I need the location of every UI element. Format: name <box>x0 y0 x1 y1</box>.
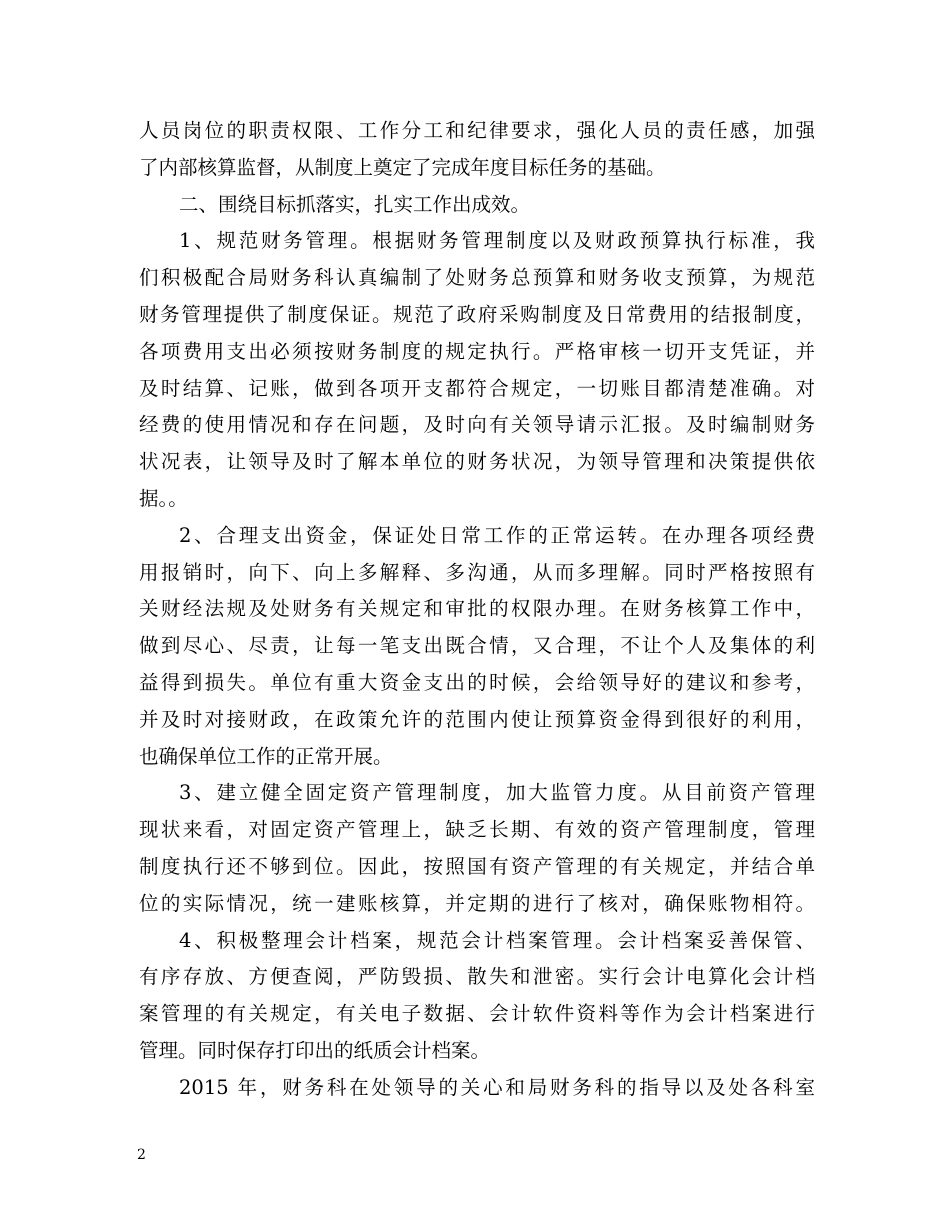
text-line: 制度执行还不够到位。因此，按照国有资产管理的有关规定，并结合单 <box>139 854 815 878</box>
text-line: 有序存放、方便查阅，严防毁损、散失和泄密。实行会计电算化会计档 <box>139 965 815 989</box>
text-line: 们积极配合局财务科认真编制了处财务总预算和财务收支预算，为规范 <box>139 266 815 290</box>
text-line: 人员岗位的职责权限、工作分工和纪律要求，强化人员的责任感，加强 <box>139 119 815 142</box>
text-line: 2、合理支出资金，保证处日常工作的正常运转。在办理各项经费 <box>179 523 815 547</box>
text-line: 3、建立健全固定资产管理制度，加大监管力度。从目前资产管理 <box>179 781 815 805</box>
page-number: 2 <box>137 1147 146 1163</box>
text-line: 关财经法规及处财务有关规定和审批的权限办理。在财务核算工作中， <box>139 597 815 621</box>
text-line: 2015 年，财务科在处领导的关心和局财务科的指导以及处各科室 <box>179 1075 815 1099</box>
text-line: 现状来看，对固定资产管理上，缺乏长期、有效的资产管理制度，管理 <box>139 818 815 842</box>
text-line: 4、积极整理会计档案，规范会计档案管理。会计档案妥善保管、 <box>179 928 815 952</box>
text-line: 管理。同时保存打印出的纸质会计档案。 <box>139 1038 491 1062</box>
text-line: 状况表，让领导及时了解本单位的财务状况，为领导管理和决策提供依 <box>139 450 815 474</box>
text-line: 经费的使用情况和存在问题，及时向有关领导请示汇报。及时编制财务 <box>139 413 815 437</box>
text-line: 各项费用支出必须按财务制度的规定执行。严格审核一切开支凭证，并 <box>139 339 815 363</box>
text-line: 1、规范财务管理。根据财务管理制度以及财政预算执行标准，我 <box>179 229 815 253</box>
text-line: 也确保单位工作的正常开展。 <box>139 744 393 768</box>
section-heading: 二、围绕目标抓落实，扎实工作出成效。 <box>179 192 531 216</box>
text-line: 据。。 <box>139 486 188 510</box>
text-line: 并及时对接财政，在政策允许的范围内使让预算资金得到很好的利用， <box>139 707 815 731</box>
text-line: 用报销时，向下、向上多解释、多沟通，从而多理解。同时严格按照有 <box>139 560 815 584</box>
body-text <box>139 113 815 1107</box>
text-line: 财务管理提供了制度保证。规范了政府采购制度及日常费用的结报制度， <box>139 302 815 326</box>
text-line: 及时结算、记账，做到各项开支都符合规定，一切账目都清楚准确。对 <box>139 376 815 400</box>
text-line: 做到尽心、尽责，让每一笔支出既合情，又合理，不让个人及集体的利 <box>139 634 815 658</box>
text-line: 了内部核算监督，从制度上奠定了完成年度目标任务的基础。 <box>139 155 666 179</box>
text-line: 案管理的有关规定，有关电子数据、会计软件资料等作为会计档案进行 <box>139 1002 815 1026</box>
text-line: 位的实际情况，统一建账核算，并定期的进行了核对，确保账物相符。 <box>139 891 815 915</box>
text-line: 益得到损失。单位有重大资金支出的时候，会给领导好的建议和参考， <box>139 670 815 694</box>
